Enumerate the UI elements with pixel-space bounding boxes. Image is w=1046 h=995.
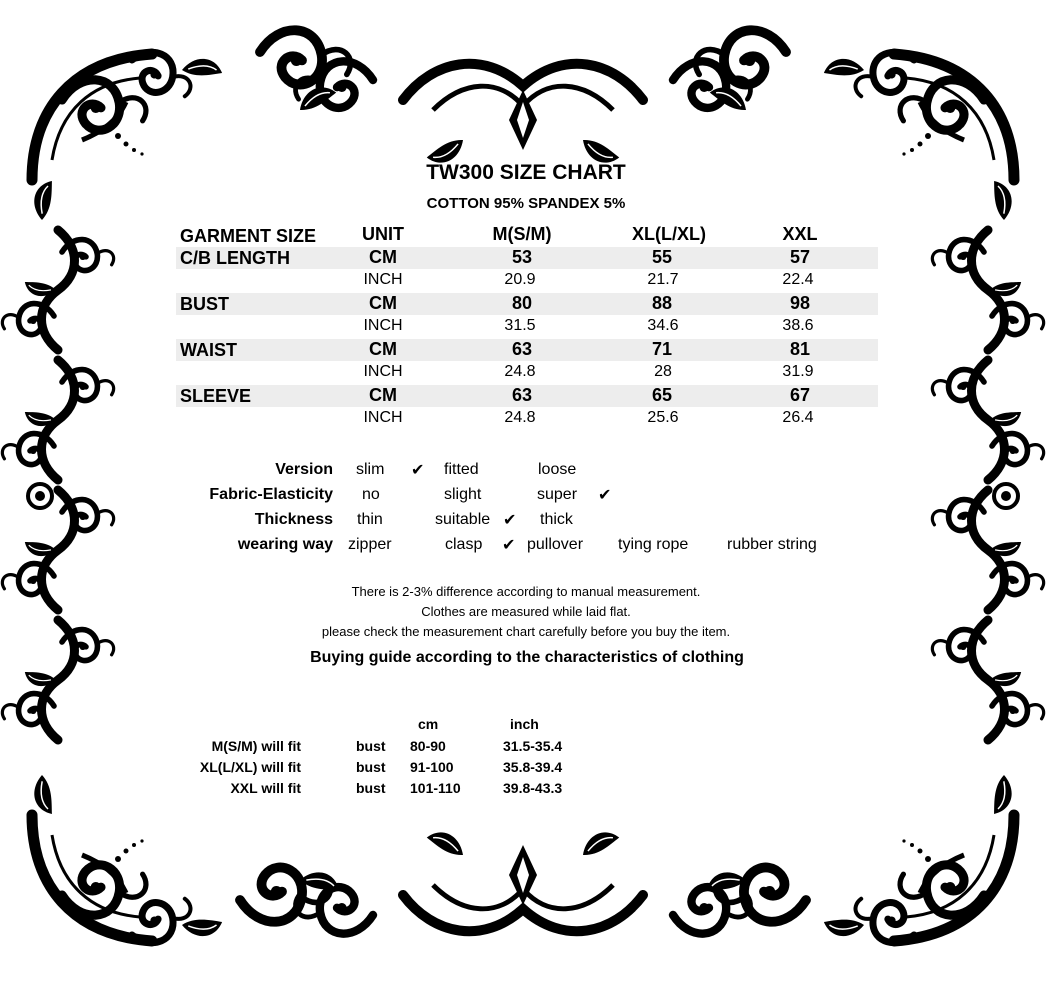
option-slim: slim: [356, 461, 385, 478]
fit-size-label: XL(L/XL) will fit: [199, 759, 301, 775]
value-cm: 65: [651, 385, 673, 405]
characteristic-label: wearing way: [237, 536, 333, 553]
option-thick: thick: [540, 511, 573, 528]
value-cm: 63: [511, 339, 533, 359]
value-inch: 34.6: [647, 317, 679, 334]
option-thin: thin: [357, 511, 383, 528]
value-cm: 67: [789, 385, 811, 405]
measurement-label: C/B LENGTH: [180, 248, 290, 268]
option-fitted: fitted: [444, 461, 479, 478]
option-suitable: suitable: [435, 511, 491, 528]
check-mark-icon: ✔: [411, 462, 425, 479]
unit-cm: CM: [369, 339, 397, 359]
value-inch: 31.5: [504, 317, 536, 334]
page-title: TW300 SIZE CHART: [426, 161, 626, 184]
value-inch: 25.6: [647, 409, 679, 426]
option-slight: slight: [444, 486, 482, 503]
note-line: There is 2-3% difference according to manual measurement.: [351, 584, 701, 599]
value-inch: 28: [654, 363, 672, 380]
value-cm: 53: [511, 247, 533, 267]
fit-header-cm: cm: [418, 716, 439, 732]
value-inch: 31.9: [782, 363, 814, 380]
value-cm: 98: [789, 293, 811, 313]
measurement-label: WAIST: [180, 340, 237, 360]
value-inch: 22.4: [782, 271, 814, 288]
value-cm: 81: [789, 339, 811, 359]
fit-range-cm: 91-100: [410, 759, 454, 775]
characteristic-label: Thickness: [254, 511, 333, 528]
measurement-label: SLEEVE: [180, 386, 252, 406]
option-tying-rope: tying rope: [618, 536, 689, 553]
header-garment-size: GARMENT SIZE: [180, 226, 317, 246]
fit-range-inch: 39.8-43.3: [503, 780, 563, 796]
fit-range-cm: 80-90: [410, 738, 446, 754]
option-loose: loose: [538, 461, 577, 478]
value-inch: 20.9: [504, 271, 536, 288]
check-mark-icon: ✔: [598, 487, 612, 504]
fit-body-part: bust: [356, 738, 386, 754]
check-mark-icon: ✔: [503, 512, 517, 529]
value-inch: 24.8: [504, 363, 536, 380]
fit-range-cm: 101-110: [410, 780, 461, 796]
unit-cm: CM: [369, 247, 397, 267]
characteristic-label: Fabric-Elasticity: [209, 486, 333, 503]
value-inch: 24.8: [504, 409, 536, 426]
header-unit: UNIT: [362, 224, 404, 244]
value-inch: 21.7: [647, 271, 679, 288]
value-cm: 63: [511, 385, 533, 405]
unit-inch: INCH: [363, 363, 403, 380]
check-mark-icon: ✔: [502, 537, 516, 554]
option-pullover: pullover: [527, 536, 584, 553]
value-inch: 26.4: [782, 409, 814, 426]
option-no: no: [362, 486, 380, 503]
fit-header-inch: inch: [510, 716, 539, 732]
header-size-m: M(S/M): [492, 224, 552, 244]
option-clasp: clasp: [445, 536, 483, 553]
value-cm: 71: [651, 339, 673, 359]
fabric-composition: COTTON 95% SPANDEX 5%: [426, 195, 626, 212]
value-cm: 57: [789, 247, 811, 267]
fit-range-inch: 35.8-39.4: [503, 759, 563, 775]
header-size-xl: XL(L/XL): [632, 224, 706, 244]
option-zipper: zipper: [348, 536, 392, 553]
fit-range-inch: 31.5-35.4: [503, 738, 563, 754]
fit-size-label: XXL will fit: [230, 780, 301, 796]
fit-size-label: M(S/M) will fit: [211, 738, 301, 754]
unit-cm: CM: [369, 293, 397, 313]
note-line: Clothes are measured while laid flat.: [421, 604, 631, 619]
value-cm: 80: [511, 293, 533, 313]
buying-guide-title: Buying guide according to the characteristics of clothing: [310, 649, 744, 666]
value-cm: 55: [651, 247, 673, 267]
note-line: please check the measurement chart carefully before you buy the item.: [321, 624, 731, 639]
fit-body-part: bust: [356, 780, 386, 796]
option-super: super: [537, 486, 578, 503]
header-size-xxl: XXL: [782, 224, 818, 244]
fit-body-part: bust: [356, 759, 386, 775]
unit-inch: INCH: [363, 271, 403, 288]
value-inch: 38.6: [782, 317, 814, 334]
option-rubber-string: rubber string: [727, 536, 817, 553]
unit-cm: CM: [369, 385, 397, 405]
measurement-label: BUST: [180, 294, 229, 314]
unit-inch: INCH: [363, 317, 403, 334]
unit-inch: INCH: [363, 409, 403, 426]
value-cm: 88: [651, 293, 673, 313]
characteristic-label: Version: [275, 461, 333, 478]
